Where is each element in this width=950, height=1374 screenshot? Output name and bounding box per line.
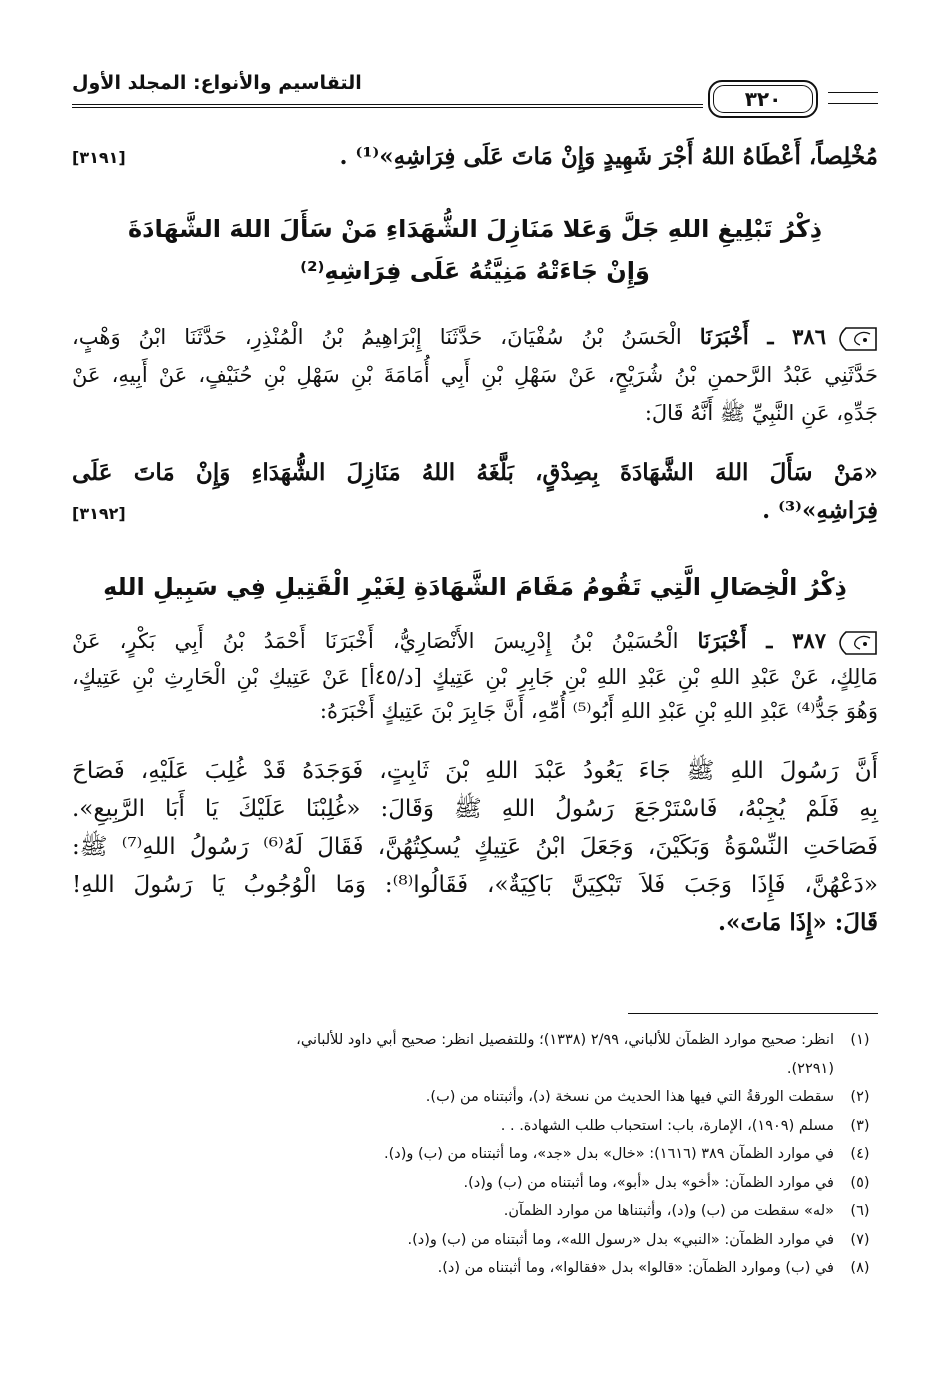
footnote-number: (٣): [850, 1117, 870, 1134]
footnote-number: (١): [850, 1032, 870, 1048]
continuation-line: مُخْلِصاً، أَعْطَاهُ اللهُ أَجْرَ شَهِيدٍ وَإِنْ مَاتَ عَلَى فِرَاشِهِ»⁽¹⁾ .: [339, 143, 878, 170]
footnote: [72, 1083, 878, 1112]
footnote-text: انظر: صحيح موارد الظمآن للألباني، ٢/٩٩ (١٣٣٨)؛ وللتفصيل انظر: صحيح أبي داود للألباني،: [296, 1032, 834, 1048]
footnote-text: في (ب) وموارد الظمآن: «قالوا» بدل «فقالوا»، وما أثبتناه من (د).: [437, 1260, 834, 1276]
matn-line: قَالَ: «إِذَا مَاتَ».: [718, 909, 878, 936]
footnote-text: «له» سقطت من (ب) و(د)، وأثبتناها من موارد الظمآن.: [503, 1203, 834, 1219]
hadith-number: ٣٨٦ ـ أَخْبَرَنَا: [699, 324, 826, 349]
chapter-heading-1: [72, 208, 878, 292]
footnote-text: في موارد الظمآن: «النبي» بدل «رسول الله»، وما أثبتناه من (ب) و(د).: [407, 1231, 834, 1248]
footnote: [72, 1169, 878, 1198]
footnote-number: (٥): [850, 1174, 870, 1191]
isnad-line: وَهُوَ جَدُّ⁽⁴⁾ عَبْدِ اللهِ بْنِ عَبْدِ اللهِ أَبُو⁽⁵⁾ أُمِّهِ، أَنَّ جَابِرَ بْنَ عَتِيكٍ أَخْبَرَهُ:: [319, 699, 878, 723]
footnote-text: سقطت الورقةُ التي فيها هذا الحديث من نسخة (د)، وأثبتناه من (ب).: [425, 1089, 834, 1105]
footnote-number: (٢): [850, 1089, 870, 1105]
footnote-text-cont: (٢٢٩١).: [786, 1060, 834, 1077]
hadith-marker-icon: [832, 630, 878, 656]
isnad-line: حَدَّثَنِي عَبْدُ الرَّحمنِ بْنُ شُرَيْحٍ، عَنْ سَهْلِ بْنِ أَبِي أُمَامَةَ بْنِ سَهْلِ بْنِ حُنَيْفٍ، عَنْ أَبِيهِ، عَنْ: [72, 363, 878, 387]
hadith-marker-icon: [832, 326, 878, 352]
isnad-line: [72, 622, 878, 660]
footnote: [72, 1026, 878, 1083]
header-rule: [72, 104, 703, 108]
footnote: [72, 1197, 878, 1226]
page-number: ٣٢٠: [744, 87, 782, 111]
heading-line: ذِكْرُ الْخِصَالِ الَّتِي تَقُومُ مَقَامَ الشَّهَادَةِ لِغَيْرِ الْقَتِيلِ فِي سَبِيلِ اللهِ: [103, 573, 847, 601]
matn-line: «مَنْ سَأَلَ اللهَ الشَّهَادَةَ بِصِدْقٍ، بَلَّغَهُ اللهُ مَنَازِلَ الشُّهَدَاءِ وَإِنْ مَاتَ عَلَى: [72, 459, 878, 486]
matn-line: أَنَّ رَسُولَ اللهِ ﷺ جَاءَ يَعُودُ عَبْدَ اللهِ بْنَ ثَابِتٍ، فَوَجَدَهُ قَدْ غُلِبَ عَلَيْهِ، فَصَاحَ: [72, 758, 878, 784]
footnote-text: في موارد الظمآن ٣٨٩ (١٦١٦): «خال» بدل «جد»، وما أثبتناه من (ب) و(د).: [383, 1146, 834, 1162]
isnad-text: الْحُسَيْنُ بْنُ إِدْرِيسَ الأَنْصَارِيُّ، أَخْبَرَنَا أَحْمَدُ بْنُ أَبِي بَكْرٍ، عَنْ: [72, 629, 679, 653]
matn-line: «دَعْهُنَّ، فَإِذَا وَجَبَ فَلاَ تَبْكِيَنَّ بَاكِيَةٌ»، فَقَالُوا⁽⁸⁾: وَمَا الْوُجُوبُ يَا رَسُولَ اللهِ!: [72, 872, 878, 898]
hadith-reference: [٣١٩٢]: [72, 504, 126, 523]
footnote: [72, 1226, 878, 1255]
hadith-387-isnad: [72, 622, 878, 728]
page-header: [72, 70, 878, 120]
isnad-text: الْحَسَنُ بْنُ سُفْيَانَ، حَدَّثَنَا إِبْرَاهِيمُ بْنُ الْمُنْذِرِ، حَدَّثَنَا ابْنُ وَهْبٍ،: [72, 325, 682, 349]
hadith-386-matn: [72, 454, 878, 530]
isnad-line: جَدِّهِ، عَنِ النَّبِيِّ ﷺ أَنَّهُ قَالَ:: [644, 401, 878, 425]
continuation-block: [72, 138, 878, 176]
isnad-line: مَالِكٍ، عَنْ عَبْدِ اللهِ بْنِ عَبْدِ اللهِ بْنِ جَابِرِ بْنِ عَتِيكٍ [د/٤٥أ] عَنْ عَتِيكِ بْنِ الْحَارِثِ بْنِ عَتِيكٍ،: [72, 665, 878, 689]
hadith-number: ٣٨٧ ـ أَخْبَرَنَا: [697, 628, 826, 653]
hadith-reference: [٣١٩١]: [72, 148, 126, 167]
footnote-number: (٨): [850, 1260, 870, 1276]
page-number-frame: [708, 80, 818, 118]
heading-line: وَإِنْ جَاءَتْهُ مَنِيَّتُهُ عَلَى فِرَاشِهِ⁽²⁾: [300, 257, 650, 285]
hadith-387-matn: [72, 752, 878, 942]
header-rule-right: [828, 92, 878, 104]
footnotes: [72, 1026, 878, 1283]
footnote: [72, 1254, 878, 1283]
footnote-text: مسلم (١٩٠٩)، الإمارة، باب: استحباب طلب الشهادة. . .: [500, 1117, 834, 1134]
footnote-text: في موارد الظمآن: «أخو» بدل «أبو»، وما أثبتناه من (ب) و(د).: [463, 1174, 834, 1191]
footnote-separator: [628, 1013, 878, 1014]
footnote: [72, 1112, 878, 1141]
footnote-number: (٦): [850, 1203, 870, 1219]
footnote-number: (٧): [850, 1231, 870, 1248]
heading-line: ذِكْرُ تَبْلِيغِ اللهِ جَلَّ وَعَلا مَنَازِلَ الشُّهَدَاءِ مَنْ سَأَلَ اللهَ الشَّهَادَةَ: [127, 215, 823, 243]
isnad-line: [72, 318, 878, 356]
footnote-number: (٤): [850, 1146, 870, 1162]
matn-line: فَصَاحَتِ النِّسْوَةُ وَبَكَيْنَ، وَجَعَلَ ابْنُ عَتِيكٍ يُسكِتُهُنَّ، فَقَالَ لَهُ⁽⁶⁾ رَسُولُ اللهِ⁽⁷⁾ ﷺ:: [72, 834, 878, 860]
chapter-heading-2: [72, 566, 878, 608]
hadith-386-isnad: [72, 318, 878, 432]
matn-line: بِهِ فَلَمْ يُجِبْهُ، فَاسْتَرْجَعَ رَسُولُ اللهِ ﷺ وَقَالَ: «غُلِبْنَا عَلَيْكَ يَا أَبَا الرَّبِيعِ».: [72, 796, 878, 822]
running-title: التقاسيم والأنواع: المجلد الأول: [72, 72, 362, 94]
matn-line: فِرَاشِهِ»⁽³⁾ .: [762, 497, 878, 524]
footnote: [72, 1140, 878, 1169]
